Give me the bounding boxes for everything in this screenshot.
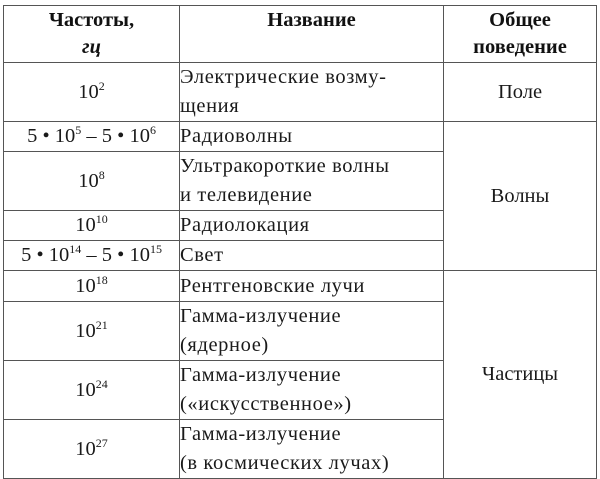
name-line1: Свет [180, 244, 224, 266]
freq-base: 10 [75, 437, 96, 460]
frequency-cell [4, 122, 180, 152]
freq-base: 10 [75, 274, 96, 297]
frequency-table [3, 5, 597, 479]
frequency-cell [4, 63, 180, 122]
freq-exponent: 15 [149, 242, 162, 256]
behavior-cell-particles [444, 271, 597, 479]
freq-base: 10 [129, 244, 150, 266]
frequency-cell [4, 302, 180, 361]
behavior-label: Волны [490, 184, 550, 207]
header-row [4, 6, 597, 63]
freq-base: 10 [54, 125, 76, 147]
name-line1: Радиоволны [180, 125, 293, 147]
behavior-cell-field [444, 63, 597, 122]
name-cell [180, 271, 444, 302]
header-behavior [444, 6, 597, 63]
freq-exponent: 18 [95, 272, 108, 287]
header-behavior-line2: поведение [473, 36, 567, 58]
name-cell [180, 302, 444, 361]
freq-base: 10 [78, 169, 99, 192]
name-cell [180, 63, 444, 122]
name-cell [180, 361, 444, 420]
freq-exponent: 8 [98, 167, 105, 182]
freq-exponent: 21 [95, 317, 108, 332]
name-cell [180, 211, 444, 241]
freq-exponent: 14 [69, 242, 82, 256]
freq-exponent: 2 [98, 78, 105, 93]
name-line2: щения [180, 95, 240, 117]
behavior-cell-waves [444, 122, 597, 271]
name-line1: Радиолокация [180, 214, 310, 236]
name-line2: («искусственное») [180, 393, 352, 415]
frequency-cell [4, 211, 180, 241]
freq-prefix: – 5 • [81, 244, 130, 266]
name-line1: Гамма-излучение [180, 423, 342, 445]
table-row [4, 271, 597, 302]
table-row [4, 63, 597, 122]
name-line2: и телевидение [180, 184, 313, 206]
freq-exponent: 5 [75, 123, 82, 137]
header-frequency-label: Частоты, [48, 9, 135, 31]
freq-base: 10 [129, 125, 150, 147]
freq-exponent: 10 [95, 212, 108, 226]
freq-exponent: 27 [95, 435, 108, 450]
frequency-cell [4, 420, 180, 479]
freq-exponent: 6 [149, 123, 156, 137]
behavior-label: Поле [497, 80, 543, 103]
header-name-label: Название [267, 9, 356, 31]
header-behavior-line1: Общее [489, 9, 551, 31]
table-row [4, 122, 597, 152]
name-line2: (ядерное) [180, 334, 269, 356]
name-line1: Рентгеновские лучи [180, 274, 365, 297]
name-cell [180, 420, 444, 479]
freq-base: 10 [78, 80, 99, 103]
frequency-cell [4, 361, 180, 420]
freq-exponent: 24 [95, 376, 108, 391]
name-line1: Электрические возму- [180, 66, 387, 88]
frequency-cell [4, 271, 180, 302]
freq-base: 10 [75, 319, 96, 342]
freq-prefix: – 5 • [81, 125, 130, 147]
name-line1: Гамма-излучение [180, 364, 342, 386]
name-line2: (в космических лучах) [180, 452, 390, 474]
frequency-cell [4, 241, 180, 271]
name-line1: Ультракороткие волны [180, 155, 390, 177]
name-cell [180, 122, 444, 152]
behavior-label: Частицы [481, 363, 559, 385]
freq-prefix: 5 • [27, 125, 55, 147]
name-cell [180, 241, 444, 271]
header-frequency [4, 6, 180, 63]
freq-base: 10 [48, 244, 70, 266]
name-line1: Гамма-излучение [180, 305, 342, 327]
freq-prefix: 5 • [21, 244, 49, 266]
frequency-cell [4, 152, 180, 211]
header-frequency-unit: гц [82, 36, 101, 58]
header-name [180, 6, 444, 63]
freq-base: 10 [75, 214, 96, 236]
name-cell [180, 152, 444, 211]
freq-base: 10 [75, 378, 96, 401]
